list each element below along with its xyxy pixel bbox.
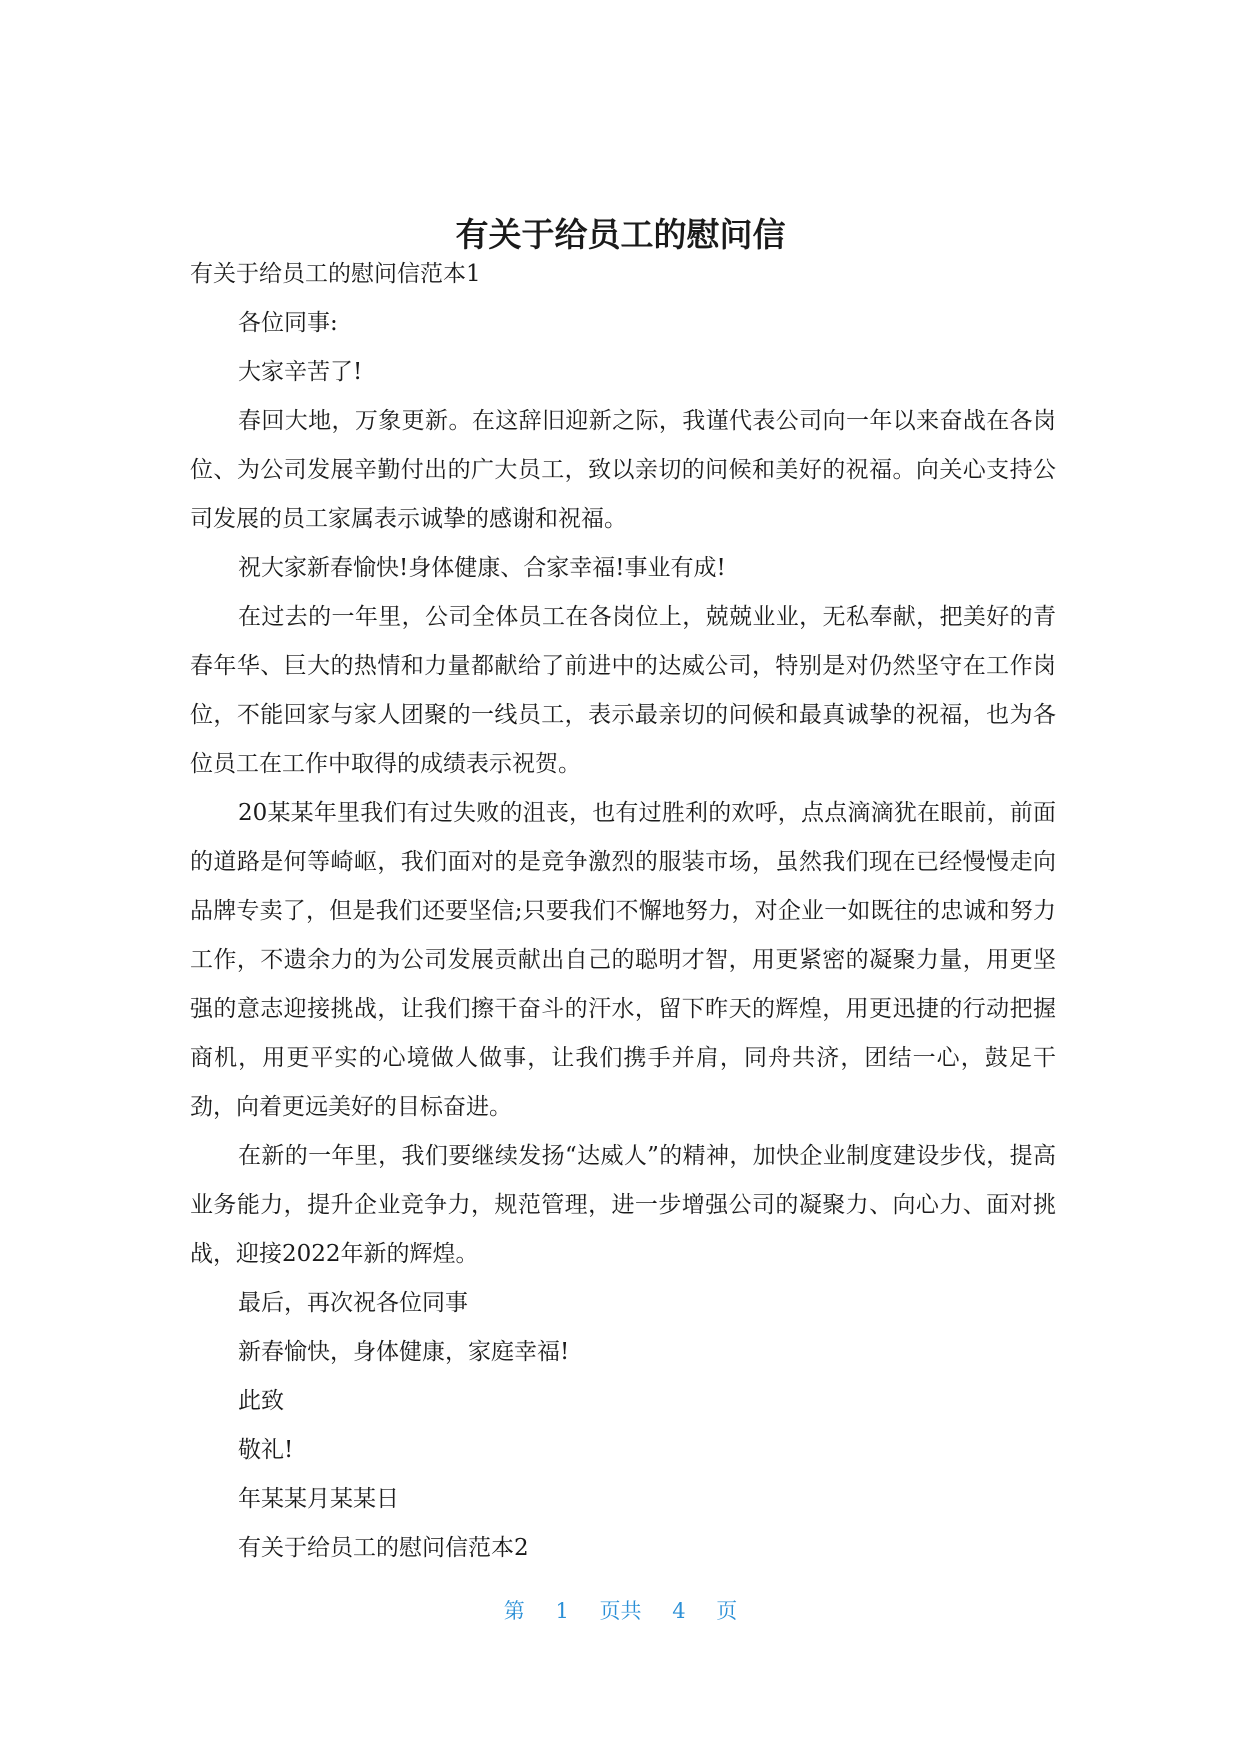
paragraph: 在新的一年里，我们要继续发扬“达威人”的精神，加快企业制度建设步伐，提高业务能力，提升企业竞争力，规范管理，进一步增强公司的凝聚力、向心力、面对挑战，迎接2022年新的辉煌。	[190, 1143, 1056, 1267]
greeting: 大家辛苦了!	[238, 359, 363, 385]
section-heading: 有关于给员工的慰问信范本2	[238, 1535, 529, 1561]
date-line: 年某某月某某日	[238, 1486, 399, 1512]
closing-wish: 新春愉快，身体健康，家庭幸福!	[238, 1339, 570, 1365]
paragraph: 春回大地，万象更新。在这辞旧迎新之际，我谨代表公司向一年以来奋战在各岗位、为公司发展辛勤付出的广大员工，致以亲切的问候和美好的祝福。向关心支持公司发展的员工家属表示诚挚的感谢和祝福。	[190, 408, 1056, 532]
footer-current-page: 1	[555, 1599, 569, 1623]
paragraph: 20某某年里我们有过失败的沮丧，也有过胜利的欢呼，点点滴滴犹在眼前，前面的道路是何等崎岖，我们面对的是竞争激烈的服装市场，虽然我们现在已经慢慢走向品牌专卖了，但是我们还要坚信;只要我们不懈地努力，对企业一如既往的忠诚和努力工作，不遗余力的为公司发展贡献出自己的聪明才智，用更紧密的凝聚力量，用更坚强的意志迎接挑战，让我们擦干奋斗的汗水，留下昨天的辉煌，用更迅捷的行动把握商机，用更平实的心境做人做事，让我们携手并肩，同舟共济，团结一心，鼓足干劲，向着更远美好的目标奋进。	[190, 800, 1056, 1120]
section-heading: 有关于给员工的慰问信范本1	[190, 261, 481, 287]
paragraph: 在过去的一年里，公司全体员工在各岗位上，兢兢业业，无私奉献，把美好的青春年华、巨大的热情和力量都献给了前进中的达威公司，特别是对仍然坚守在工作岗位，不能回家与家人团聚的一线员工，表示最亲切的问候和最真诚挚的祝福，也为各位员工在工作中取得的成绩表示祝贺。	[190, 604, 1056, 777]
closing-salute: 此致	[238, 1388, 284, 1414]
paragraph: 祝大家新春愉快!身体健康、合家幸福!事业有成!	[238, 555, 726, 581]
salutation: 各位同事:	[238, 310, 338, 336]
document-body	[190, 250, 1056, 1573]
footer-label-page: 第	[503, 1599, 525, 1623]
footer-label-pages: 页	[716, 1599, 738, 1623]
footer-label-of: 页共	[599, 1599, 642, 1623]
footer-total-pages: 4	[672, 1599, 686, 1623]
closing-salute: 敬礼!	[238, 1437, 294, 1463]
document-title: 有关于给员工的慰问信	[455, 215, 786, 255]
page-footer	[0, 1596, 1241, 1626]
closing-wish: 最后，再次祝各位同事	[238, 1290, 468, 1316]
